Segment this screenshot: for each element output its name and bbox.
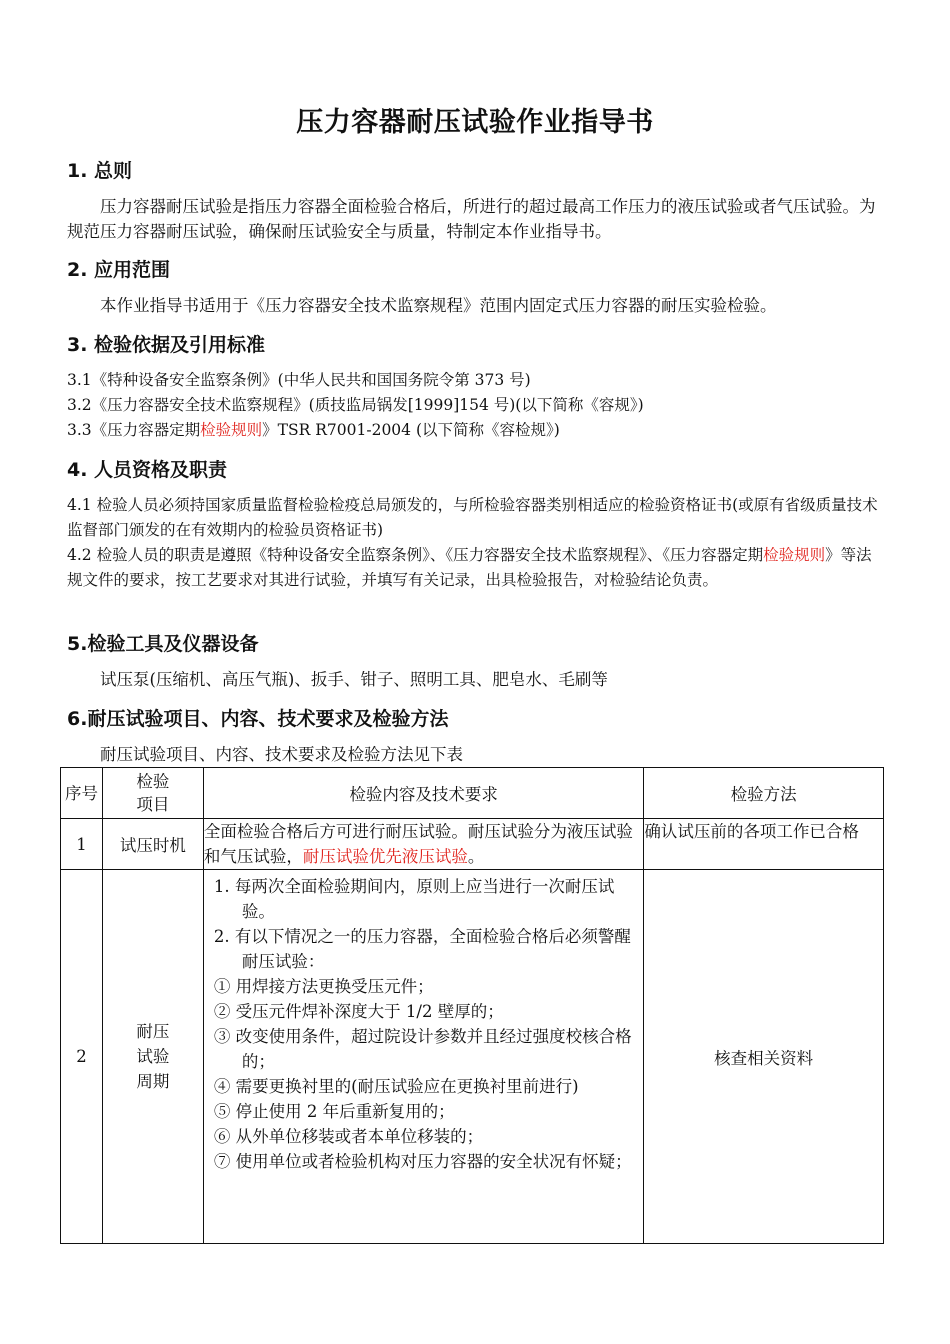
requirement-item: ⑤ 停止使用 2 年后重新复用的； (213, 1102, 455, 1121)
row-item: 耐压试验周期 (102, 870, 203, 1244)
table-header-row (61, 768, 884, 819)
header-method: 检验方法 (644, 768, 884, 819)
table-row (61, 870, 884, 1244)
table-row (61, 819, 884, 870)
requirement-item: ① 用焊接方法更换受压元件； (213, 977, 434, 996)
requirement-item: 1. 每两次全面检验期间内，原则上应当进行一次耐压试验。 (213, 877, 615, 921)
reference-item: 3.1《特种设备安全监察条例》(中华人民共和国国务院令第 373 号) (67, 371, 531, 389)
highlight-text: 耐压试验优先液压试验 (302, 847, 468, 866)
highlight-text: 检验规则 (763, 546, 826, 564)
highlight-text: 检验规则 (200, 421, 263, 439)
page-title: 压力容器耐压试验作业指导书 (296, 107, 654, 138)
row-item: 试压时机 (102, 819, 203, 870)
row-no: 2 (61, 870, 103, 1244)
section-4-text (67, 493, 885, 593)
row-requirement (203, 870, 643, 1244)
requirement-item: 2. 有以下情况之一的压力容器，全面检验合格后必须警醒耐压试验： (213, 927, 631, 971)
section-1-heading: 1. 总则 (67, 160, 133, 182)
section-2-heading: 2. 应用范围 (67, 259, 171, 281)
reference-item: 3.2《压力容器安全技术监察规程》(质技监局锅发[1999]154 号)(以下简称《容规》) (67, 396, 644, 414)
section-1-text: 压力容器耐压试验是指压力容器全面检验合格后，所进行的超过最高工作压力的液压试验或者气压试验。为规范压力容器耐压试验，确保耐压试验安全与质量，特制定本作业指导书。 (67, 197, 876, 241)
reference-item: 3.3《压力容器定期检验规则》TSR R7001-2004 (以下简称《容检规》) (67, 421, 560, 439)
row-method: 确认试压前的各项工作已合格 (644, 819, 884, 870)
requirement-item: ⑥ 从外单位移装或者本单位移装的； (213, 1127, 484, 1146)
duty-paragraph: 4.1 检验人员必须持国家质量监督检验检疫总局颁发的，与所检验容器类别相适应的检验资格证书(或原有省级质量技术监督部门颁发的在有效期内的检验员资格证书) (67, 496, 878, 539)
requirement-item: ② 受压元件焊补深度大于 1/2 壁厚的； (213, 1002, 504, 1021)
section-3-list (67, 368, 885, 443)
section-6-heading: 6.耐压试验项目、内容、技术要求及检验方法 (67, 708, 449, 730)
row-no: 1 (61, 819, 103, 870)
section-3-heading: 3. 检验依据及引用标准 (67, 334, 266, 356)
row-method: 核查相关资料 (644, 870, 884, 1244)
inspection-table (60, 767, 884, 1244)
section-5-text: 试压泵(压缩机、高压气瓶)、扳手、钳子、照明工具、肥皂水、毛刷等 (100, 670, 608, 689)
duty-paragraph: 4.2 检验人员的职责是遵照《特种设备安全监察条例》、《压力容器安全技术监察规程》、《压力容器定期检验规则》等法规文件的要求，按工艺要求对其进行试验，并填写有关记录，出具检验报告，对检验结论负责。 (67, 546, 872, 589)
requirement-item: ⑦ 使用单位或者检验机构对压力容器的安全状况有怀疑； (213, 1152, 632, 1171)
header-content: 检验内容及技术要求 (203, 768, 643, 819)
section-6-intro: 耐压试验项目、内容、技术要求及检验方法见下表 (100, 745, 463, 764)
requirement-item: ③ 改变使用条件，超过院设计参数并且经过强度校核合格的； (213, 1027, 632, 1071)
row-requirement: 全面检验合格后方可进行耐压试验。耐压试验分为液压试验和气压试验，耐压试验优先液压试验。 (203, 819, 643, 870)
section-2-text: 本作业指导书适用于《压力容器安全技术监察规程》范围内固定式压力容器的耐压实验检验。 (100, 296, 777, 315)
section-5-heading: 5.检验工具及仪器设备 (67, 633, 259, 655)
header-item: 检验项目 (102, 768, 203, 819)
header-no: 序号 (61, 768, 103, 819)
section-4-heading: 4. 人员资格及职责 (67, 459, 228, 481)
requirement-item: ④ 需要更换衬里的(耐压试验应在更换衬里前进行) (213, 1077, 579, 1096)
